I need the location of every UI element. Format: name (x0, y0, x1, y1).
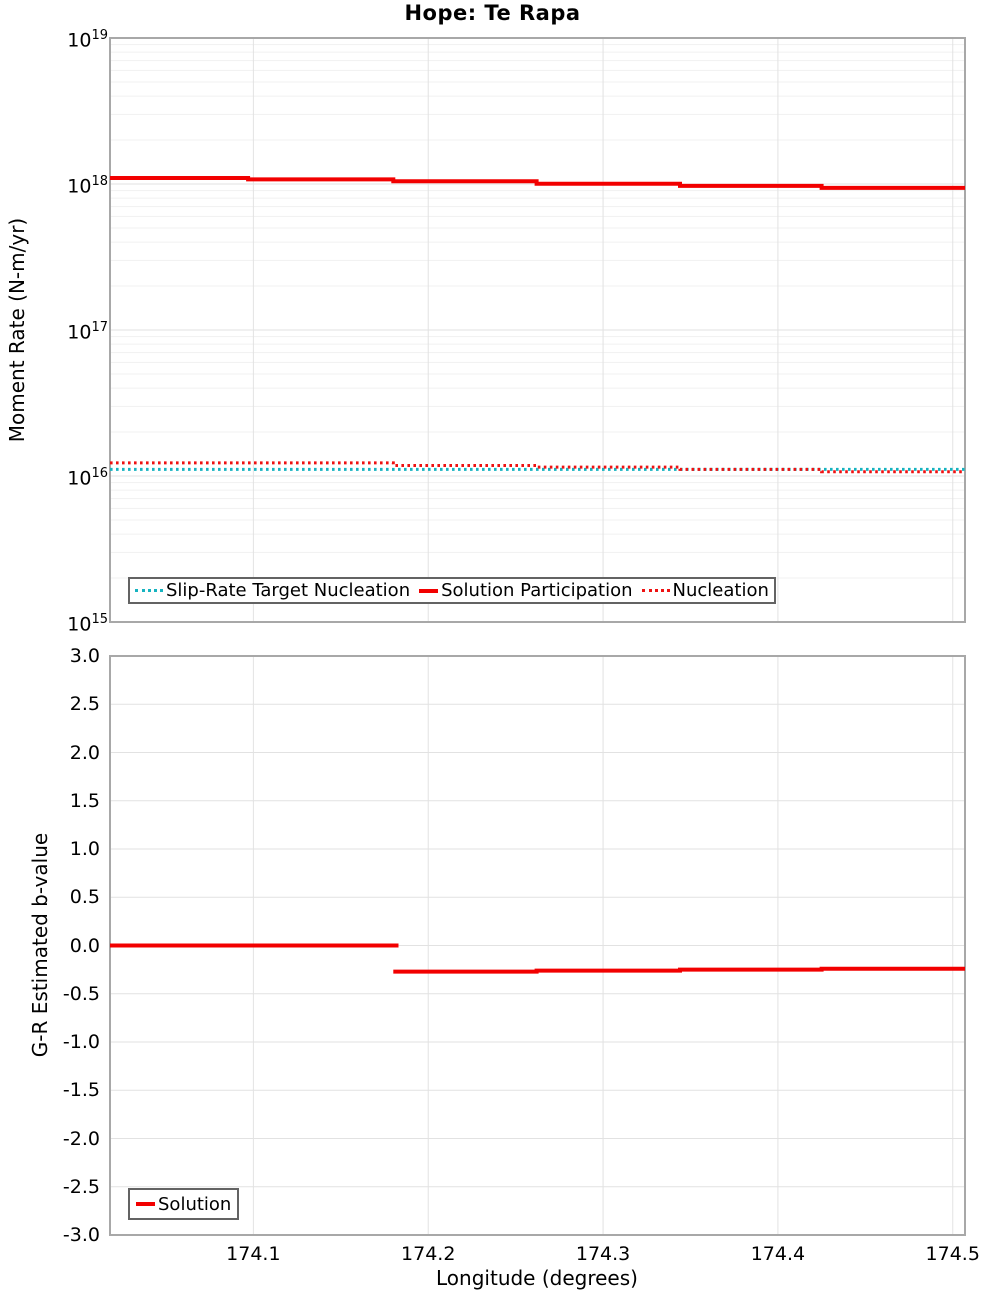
x-tick-label: 174.1 (226, 1243, 281, 1265)
chart-title: Hope: Te Rapa (404, 1, 581, 25)
x-tick-label: 174.3 (575, 1243, 631, 1265)
legend-item-solution (136, 1194, 231, 1215)
legend-label-slip-rate-target-nucleation: Slip-Rate Target Nucleation (166, 580, 411, 601)
y-axis-label-moment-rate: Moment Rate (N-m/yr) (5, 217, 29, 443)
y-axis-label-b-value: G-R Estimated b-value (28, 832, 52, 1058)
slip-rate-target-nucleation-line-icon (135, 589, 163, 592)
y-tick-label: -3.0 (62, 1224, 100, 1246)
y-tick-label: 1.0 (69, 838, 100, 860)
x-tick-label: 174.4 (750, 1243, 806, 1265)
y-tick-label: $10^{19}$ (67, 28, 108, 52)
y-tick-label: -0.5 (62, 982, 100, 1005)
y-tick-label: $10^{17}$ (67, 320, 108, 344)
y-tick-label: 2.5 (69, 693, 100, 716)
legend-b-value (128, 1188, 239, 1220)
y-tick-label: 3.0 (69, 645, 100, 667)
y-tick-label: -2.5 (62, 1175, 100, 1198)
y-tick-label: $10^{16}$ (67, 466, 108, 490)
y-tick-label: 0.5 (69, 886, 100, 909)
solution-line-icon (136, 1202, 155, 1206)
y-tick-label: -1.5 (62, 1079, 100, 1102)
legend-item-nucleation (642, 580, 769, 601)
y-tick-label: $10^{15}$ (67, 612, 108, 636)
legend-item-slip-rate-target-nucleation (135, 580, 410, 601)
y-tick-label: 2.0 (69, 741, 100, 764)
x-axis-label: Longitude (degrees) (436, 1266, 638, 1290)
y-tick-label: 1.5 (69, 789, 100, 812)
solution-participation-line-icon (419, 589, 438, 593)
x-tick-label: 174.5 (925, 1243, 980, 1265)
y-tick-label: 0.0 (69, 934, 100, 957)
x-tick-label: 174.2 (401, 1243, 456, 1265)
y-tick-label: $10^{18}$ (67, 174, 108, 198)
y-tick-label: -2.0 (62, 1127, 100, 1150)
legend-label-nucleation: Nucleation (672, 580, 769, 601)
legend-label-solution-participation: Solution Participation (441, 580, 633, 601)
legend-label-solution: Solution (158, 1193, 232, 1215)
y-tick-label: -1.0 (62, 1031, 100, 1053)
nucleation-line-icon (642, 589, 670, 592)
legend-item-solution-participation (419, 580, 632, 601)
legend-moment-rate (128, 577, 776, 604)
